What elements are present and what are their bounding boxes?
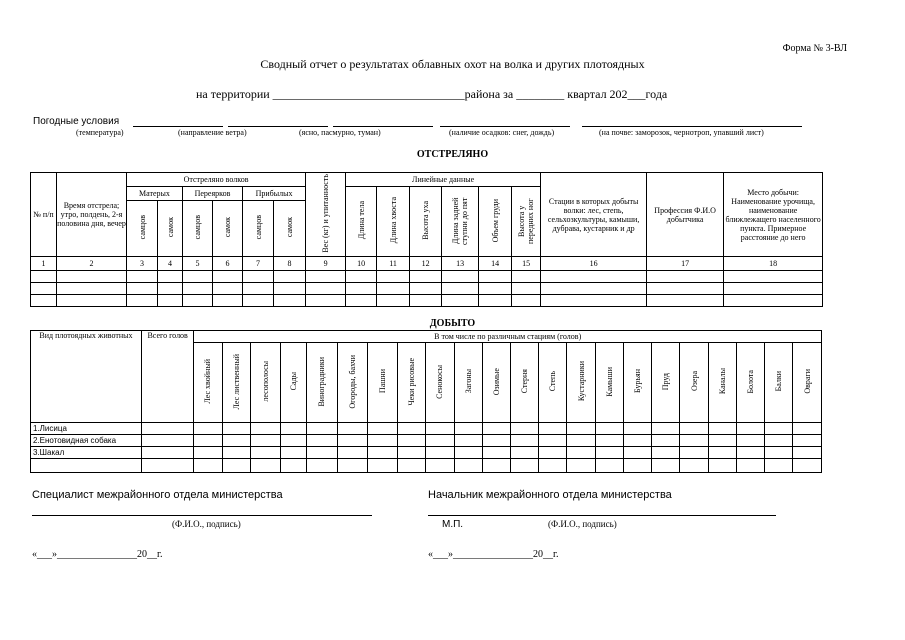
station-header: Чеки рисовые xyxy=(398,343,426,423)
col-no-header: № п/п xyxy=(31,173,57,257)
table-row[interactable] xyxy=(31,423,822,435)
station-header: Болота xyxy=(736,343,764,423)
mothers-males-header: самцов xyxy=(127,201,158,257)
territory-line xyxy=(196,87,667,102)
sky-field[interactable] xyxy=(333,126,433,127)
col-stations-header: Стации в которых добыты волки: лес, степь, сельхозкультуры, камыши, дубрава, кустарник и др xyxy=(541,173,647,257)
col-number: 5 xyxy=(183,257,213,271)
col-number: 11 xyxy=(377,257,410,271)
front-height-header: Высота у передних ног xyxy=(512,187,541,257)
yearlings-header: Переярков xyxy=(183,187,243,201)
station-header: Пруд xyxy=(652,343,680,423)
right-signature-field[interactable] xyxy=(428,515,776,516)
territory-field[interactable]: ________________________________ xyxy=(272,87,465,101)
mothers-header: Матерых xyxy=(127,187,183,201)
col-number: 8 xyxy=(274,257,306,271)
species-cell xyxy=(31,459,142,473)
station-header: Степь xyxy=(539,343,567,423)
col-place-header: Место добычи: Наименование урочища, наименование ближлежащего населенного пункта. Примерное расстояние до него xyxy=(724,173,823,257)
caught-table xyxy=(30,330,822,473)
station-header: Огороды, бахчи xyxy=(337,343,367,423)
left-signatory-title: Специалист межрайонного отдела министерства xyxy=(32,489,283,501)
col-number: 17 xyxy=(647,257,724,271)
left-fio-caption: (Ф.И.О., подпись) xyxy=(172,519,241,529)
col-profession-header: Профессия Ф.И.О добытчика xyxy=(647,173,724,257)
station-header: лесополосы xyxy=(250,343,280,423)
col-number: 16 xyxy=(541,257,647,271)
species-cell: 1.Лисица xyxy=(31,423,142,435)
col-number: 15 xyxy=(512,257,541,271)
station-header: Сады xyxy=(281,343,307,423)
pups-males-header: самцов xyxy=(243,201,274,257)
station-header: Виноградники xyxy=(307,343,337,423)
station-header: Камыши xyxy=(595,343,623,423)
col-number: 18 xyxy=(724,257,823,271)
form-number: Форма № 3-ВЛ xyxy=(782,43,847,54)
wind-caption: (направление ветра) xyxy=(178,128,247,137)
stations-header: В том числе по различным стациям (голов) xyxy=(194,331,822,343)
mothers-females-header: самок xyxy=(158,201,183,257)
ear-height-header: Высота уха xyxy=(410,187,442,257)
tail-length-header: Длина хвоста xyxy=(377,187,410,257)
station-header: Сенокосы xyxy=(426,343,454,423)
hindfoot-header: Длина задней ступни до пят xyxy=(442,187,479,257)
table-row[interactable] xyxy=(31,435,822,447)
station-header: Лес лиственный xyxy=(222,343,250,423)
quarter-field[interactable]: ________ xyxy=(516,87,565,101)
wind-field[interactable] xyxy=(228,126,328,127)
col-number: 12 xyxy=(410,257,442,271)
col-number: 3 xyxy=(127,257,158,271)
col-number: 10 xyxy=(346,257,377,271)
yearlings-females-header: самок xyxy=(213,201,243,257)
station-header: Озимые xyxy=(482,343,510,423)
station-header: Лес хвойный xyxy=(194,343,222,423)
territory-mid: района за xyxy=(464,87,514,101)
temperature-caption: (температура) xyxy=(76,128,124,137)
col-number: 14 xyxy=(479,257,512,271)
weather-label: Погодные условия xyxy=(33,116,120,127)
species-cell: 3.Шакал xyxy=(31,447,142,459)
station-header: Пашни xyxy=(367,343,397,423)
table-row[interactable] xyxy=(31,295,823,307)
station-header: Стерня xyxy=(511,343,539,423)
col-number: 7 xyxy=(243,257,274,271)
report-title: Сводный отчет о результатах облавных охот на волка и других плотоядных xyxy=(260,57,645,71)
linear-data-header: Линейные данные xyxy=(346,173,541,187)
station-header: Кустарники xyxy=(567,343,595,423)
table-row[interactable] xyxy=(31,459,822,473)
station-header: Бурьян xyxy=(623,343,651,423)
col-number: 9 xyxy=(306,257,346,271)
table-row[interactable] xyxy=(31,447,822,459)
col-weight-header: Вес (кг) и упитанность xyxy=(306,173,346,257)
right-date-field[interactable]: «___»________________20__г. xyxy=(428,549,559,560)
table-row[interactable] xyxy=(31,283,823,295)
shot-wolves-header: Отстреляно волков xyxy=(127,173,306,187)
territory-prefix: на территории xyxy=(196,87,270,101)
right-signatory-title: Начальник межрайонного отдела министерства xyxy=(428,489,672,501)
table-row[interactable] xyxy=(31,271,823,283)
temperature-field[interactable] xyxy=(133,126,223,127)
col-time-header: Время отстрела; утро, полдень, 2-я половина дня, вечер xyxy=(57,173,127,257)
station-header: Овраги xyxy=(793,343,822,423)
precip-caption: (наличие осадков: снег, дождь) xyxy=(449,128,555,137)
left-signature-field[interactable] xyxy=(32,515,372,516)
col-number: 13 xyxy=(442,257,479,271)
pups-header: Прибылых xyxy=(243,187,306,201)
shot-heading: ОТСТРЕЛЯНО xyxy=(416,149,489,160)
sky-caption: (ясно, пасмурно, туман) xyxy=(299,128,381,137)
species-header: Вид плотоядных животных xyxy=(31,331,142,423)
body-length-header: Длина тела xyxy=(346,187,377,257)
precip-field[interactable] xyxy=(440,126,570,127)
caught-heading: ДОБЫТО xyxy=(429,318,476,329)
pups-females-header: самок xyxy=(274,201,306,257)
col-number: 6 xyxy=(213,257,243,271)
yearlings-males-header: самцов xyxy=(183,201,213,257)
shot-table xyxy=(30,172,823,307)
right-fio-caption: (Ф.И.О., подпись) xyxy=(548,519,617,529)
chest-header: Объем груди xyxy=(479,187,512,257)
station-header: Каналы xyxy=(708,343,736,423)
col-number: 4 xyxy=(158,257,183,271)
stamp-label: М.П. xyxy=(442,519,464,530)
station-header: Озера xyxy=(680,343,708,423)
col-number: 2 xyxy=(57,257,127,271)
left-date-field[interactable]: «___»________________20__г. xyxy=(32,549,163,560)
station-header: Балки xyxy=(765,343,793,423)
species-cell: 2.Енотовидная собака xyxy=(31,435,142,447)
quarter-year: квартал 202___года xyxy=(567,87,668,101)
soil-caption: (на почве: заморозок, чернотроп, упавший лист) xyxy=(599,128,764,137)
soil-field[interactable] xyxy=(582,126,802,127)
total-header: Всего голов xyxy=(141,331,193,423)
station-header: Загоны xyxy=(454,343,482,423)
col-number: 1 xyxy=(31,257,57,271)
column-numbers-row xyxy=(31,257,823,271)
